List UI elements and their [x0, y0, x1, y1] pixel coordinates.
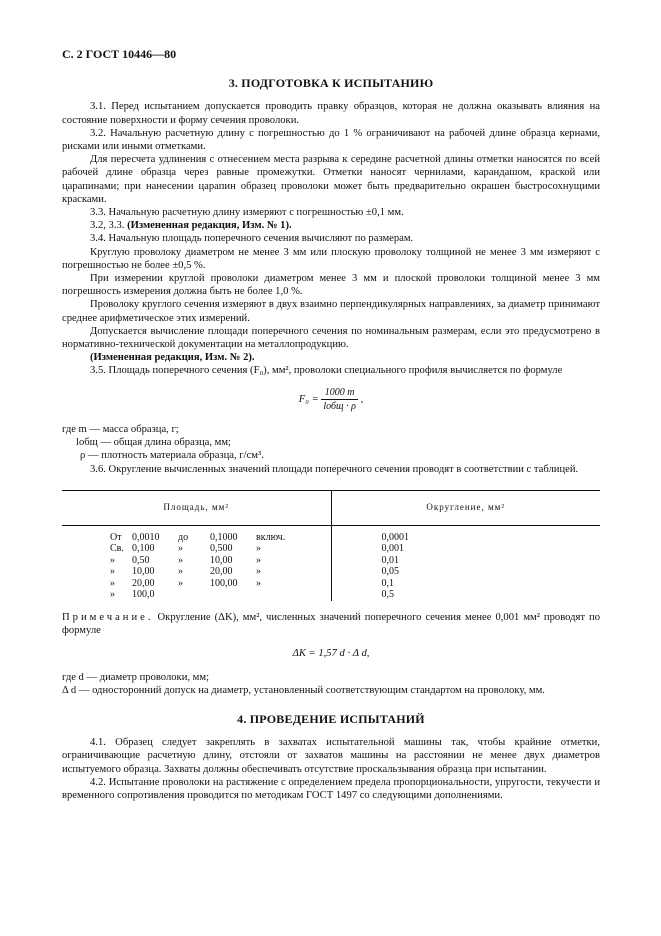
rounding-table — [62, 490, 600, 601]
table-cell: до — [178, 531, 189, 543]
table-row — [110, 543, 331, 555]
table-cell: 20,00 — [132, 577, 155, 589]
table-row — [110, 566, 331, 578]
paragraph-3-6: 3.6. Округление вычисленных значений площади поперечного сечения проводят в соответствии с таблицей. — [90, 463, 579, 475]
table-row — [110, 555, 331, 567]
table-row — [110, 532, 331, 544]
page-header: С. 2 ГОСТ 10446—80 — [62, 47, 177, 61]
table-cell — [210, 589, 254, 601]
note-def-d: где d — диаметр проволоки, мм; — [62, 671, 210, 683]
paragraph-3-4c: При измерении круглой проволоки диаметром менее 3 мм и плоской проволоки толщиной менее 3 мм погрешность измерения должна быть не более 1,0 %. — [62, 273, 600, 298]
table-rounding-value: 0,05 — [381, 566, 399, 578]
table-cell: От — [110, 531, 122, 543]
edition-note-1 — [62, 219, 600, 232]
table-rounding-value: 0,1 — [381, 577, 394, 589]
table-cell: 0,0010 — [132, 531, 160, 543]
table-note — [62, 611, 600, 697]
table-cell: » — [256, 554, 261, 566]
paragraph-3-4e: Допускается вычисление площади поперечного сечения по номинальным размерам, если это предусмотрено в нормативно-технической документации на металлопродукцию. — [62, 325, 600, 351]
section-3-title: 3. ПОДГОТОВКА К ИСПЫТАНИЮ — [228, 76, 434, 91]
table-area-cell — [62, 525, 331, 601]
table-cell: » — [178, 543, 183, 555]
table-cell: 0,50 — [132, 554, 150, 566]
section-4-title: 4. ПРОВЕДЕНИЕ ИСПЫТАНИЙ — [237, 711, 425, 726]
edition-note-1-prefix: 3.2, 3.3. — [90, 220, 125, 232]
table-rounding-value: 0,01 — [381, 554, 399, 566]
formula-numerator: 1000 m — [321, 386, 358, 400]
formula-tail: , — [360, 393, 364, 405]
table-cell: 0,1000 — [210, 531, 238, 543]
table-cell: » — [110, 566, 115, 578]
table-cell: » — [178, 566, 183, 578]
table-cell: 100,00 — [210, 577, 238, 589]
formula-lhs: F₀ = — [298, 393, 319, 405]
paragraph-3-4: 3.4. Начальную площадь поперечного сечения вычисляют по размерам. — [90, 233, 414, 245]
table-cell: 0,500 — [210, 543, 233, 555]
note-formula: ΔK = 1,57 d · Δ d, — [292, 648, 370, 660]
definition-m: где m — масса образца, г; — [62, 424, 179, 436]
edition-note-1-text: (Измененная редакция, Изм. № 1). — [127, 220, 292, 232]
table-cell: » — [110, 589, 115, 601]
table-cell: » — [256, 543, 261, 555]
table-cell: 10,00 — [210, 554, 233, 566]
table-cell: 0,100 — [132, 543, 155, 555]
paragraph-3-5: 3.5. Площадь поперечного сечения (F₀), мм², проволоки специального профиля вычисляется по формуле — [90, 365, 563, 377]
table-header-area: Площадь, мм² — [62, 490, 331, 525]
definition-l: lобщ — общая длина образца, мм; — [76, 437, 232, 449]
note-def-dd: Δ d — односторонний допуск на диаметр, установленный соответствующим стандартом на проволоку, мм. — [62, 684, 545, 696]
formula-definitions — [62, 423, 600, 463]
table-cell: Св. — [110, 543, 124, 555]
paragraph-4-2: 4.2. Испытание проволоки на растяжение с определением предела пропорциональности, упругости, текучести и временного сопротивления проводится по методикам ГОСТ 1497 со следующими дополнениями. — [62, 776, 600, 801]
paragraph-3-3: 3.3. Начальную расчетную длину измеряют с погрешностью ±0,1 мм. — [90, 207, 404, 219]
table-cell: » — [256, 566, 261, 578]
paragraph-3-4b: Круглую проволоку диаметром не менее 3 мм или плоскую проволоку толщиной не менее 3 мм измеряют с погрешностью не более ±0,5 %. — [62, 246, 600, 271]
formula-fraction — [321, 386, 358, 413]
table-rounding-value: 0,5 — [381, 589, 394, 601]
table-cell: включ. — [256, 531, 286, 543]
edition-note-2: (Измененная редакция, Изм. № 2). — [90, 352, 255, 364]
table-row — [110, 578, 331, 590]
note-text: Округление (ΔK), мм², численных значений поперечного сечения менее 0,001 мм² проводят по формуле — [62, 611, 600, 637]
table-cell: 100,0 — [132, 589, 155, 601]
table-cell — [178, 589, 208, 601]
paragraph-3-4d: Проволоку круглого сечения измеряют в двух взаимно перпендикулярных направлениях, за диаметр принимают среднее арифметическое этих измерений. — [62, 299, 600, 324]
table-cell — [256, 589, 296, 601]
table-header-rounding: Округление, мм² — [331, 490, 600, 525]
formula-denominator: lобщ · ρ — [323, 400, 356, 412]
paragraph-3-1: 3.1. Перед испытанием допускается проводить правку образцов, которая не должна оказывать влияния на состояние поверхности и форму сечения проволоки. — [62, 101, 600, 126]
area-formula — [62, 386, 600, 413]
table-cell: » — [110, 577, 115, 589]
table-row — [110, 589, 331, 601]
table-cell: » — [178, 577, 183, 589]
document-page — [62, 48, 600, 802]
paragraph-3-2: 3.2. Начальную расчетную длину с погрешностью до 1 % ограничивают на рабочей длине образца кернами, рисками или иными отметками. — [62, 127, 600, 153]
table-rounding-value: 0,0001 — [381, 531, 409, 543]
table-cell: 20,00 — [210, 566, 233, 578]
table-cell: » — [256, 577, 261, 589]
definition-rho: ρ — плотность материала образца, г/см³. — [80, 450, 264, 462]
paragraph-4-1: 4.1. Образец следует закреплять в захватах испытательной машины так, чтобы крайние отметки, ограничивающие расчетную длину, отстояли от захватов машины на расстоянии не менее двух диаметров испытуемого образца. Захваты должны обеспечивать отсутствие проскальзывания образца при испытании. — [62, 737, 600, 775]
note-label: Примечание. — [62, 611, 154, 623]
table-rounding-value: 0,001 — [381, 543, 404, 555]
table-cell: 10,00 — [132, 566, 155, 578]
paragraph-3-2b: Для пересчета удлинения с отнесением места разрыва к середине расчетной длины отметки наносятся по всей рабочей длине образца через равные промежутки. Отметки наносят чернилами, карандашом, краской или царапинами; при нанесении царапин образец проволоки может быть предварительно окрашен быстросохнущими красками. — [62, 154, 600, 205]
table-cell: » — [110, 554, 115, 566]
table-rounding-cell — [331, 525, 600, 601]
table-cell: » — [178, 554, 183, 566]
